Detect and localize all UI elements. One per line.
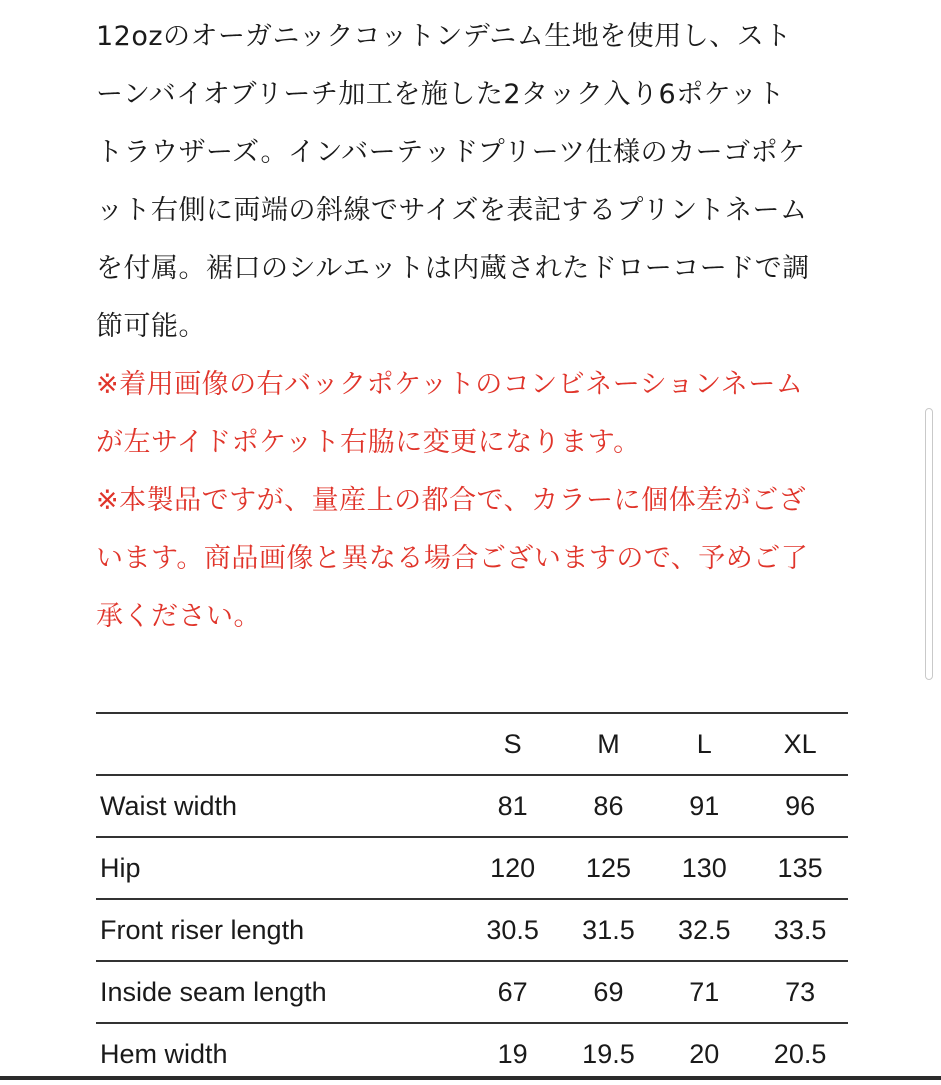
size-header-blank <box>96 713 465 775</box>
cell-value: 135 <box>777 852 823 883</box>
cell-value: 19 <box>497 1039 528 1069</box>
cell-value: 69 <box>593 976 624 1007</box>
size-table <box>96 712 848 1085</box>
cell-value: 20.5 <box>773 1039 827 1069</box>
size-header-m: M <box>597 728 620 759</box>
description-line: 12ozのオーガニックコットンデニム生地を使用し、スト <box>96 21 792 52</box>
cell-value: 19.5 <box>582 1039 635 1069</box>
notice-line: 承ください。 <box>96 601 261 632</box>
cell-value: 91 <box>689 790 720 821</box>
row-label: Front riser length <box>100 914 305 945</box>
cell-value: 31.5 <box>582 914 635 945</box>
notice-line: ※本製品ですが、量産上の都合で、カラーに個体差がござ <box>96 485 807 516</box>
table-row <box>96 837 848 899</box>
cell-value: 86 <box>593 790 624 821</box>
cell-value: 73 <box>785 976 816 1007</box>
description-line: ット右側に両端の斜線でサイズを表記するプリントネーム <box>96 195 808 226</box>
size-header-s: S <box>503 728 522 759</box>
row-label: Waist width <box>100 790 238 821</box>
cell-value: 20 <box>689 1039 720 1069</box>
notice-line: います。商品画像と異なる場合ございますので、予めご了 <box>96 543 809 574</box>
row-label: Hip <box>100 852 141 883</box>
size-header-xl: XL <box>783 728 817 759</box>
cell-value: 120 <box>490 852 536 883</box>
cell-value: 30.5 <box>486 914 539 945</box>
description-line: トラウザーズ。インバーテッドプリーツ仕様のカーゴポケ <box>96 137 806 168</box>
notice-line: ※着用画像の右バックポケットのコンビネーションネーム <box>96 369 804 400</box>
cell-value: 96 <box>785 790 816 821</box>
row-label: Hem width <box>100 1039 228 1069</box>
product-content <box>96 0 856 1069</box>
size-header-row <box>96 713 848 775</box>
cell-value: 71 <box>689 976 720 1007</box>
cell-value: 33.5 <box>773 914 827 945</box>
cell-value: 130 <box>681 852 727 883</box>
cell-value: 125 <box>585 852 631 883</box>
row-label: Inside seam length <box>100 976 327 1007</box>
description-line: を付属。裾口のシルエットは内蔵されたドローコードで調 <box>96 253 810 284</box>
cell-value: 81 <box>497 790 528 821</box>
bottom-divider <box>0 1076 941 1080</box>
size-header-l: L <box>696 728 712 759</box>
scrollbar[interactable] <box>925 408 933 680</box>
cell-value: 67 <box>497 976 528 1007</box>
cell-value: 32.5 <box>677 914 731 945</box>
description-line: 節可能。 <box>96 311 206 342</box>
description-line: ーンバイオブリーチ加工を施した2タック入り6ポケット <box>96 79 785 110</box>
notice-line: が左サイドポケット右脇に変更になります。 <box>96 427 641 458</box>
product-description <box>96 0 856 646</box>
table-row <box>96 961 848 1023</box>
table-row <box>96 775 848 837</box>
table-row <box>96 899 848 961</box>
